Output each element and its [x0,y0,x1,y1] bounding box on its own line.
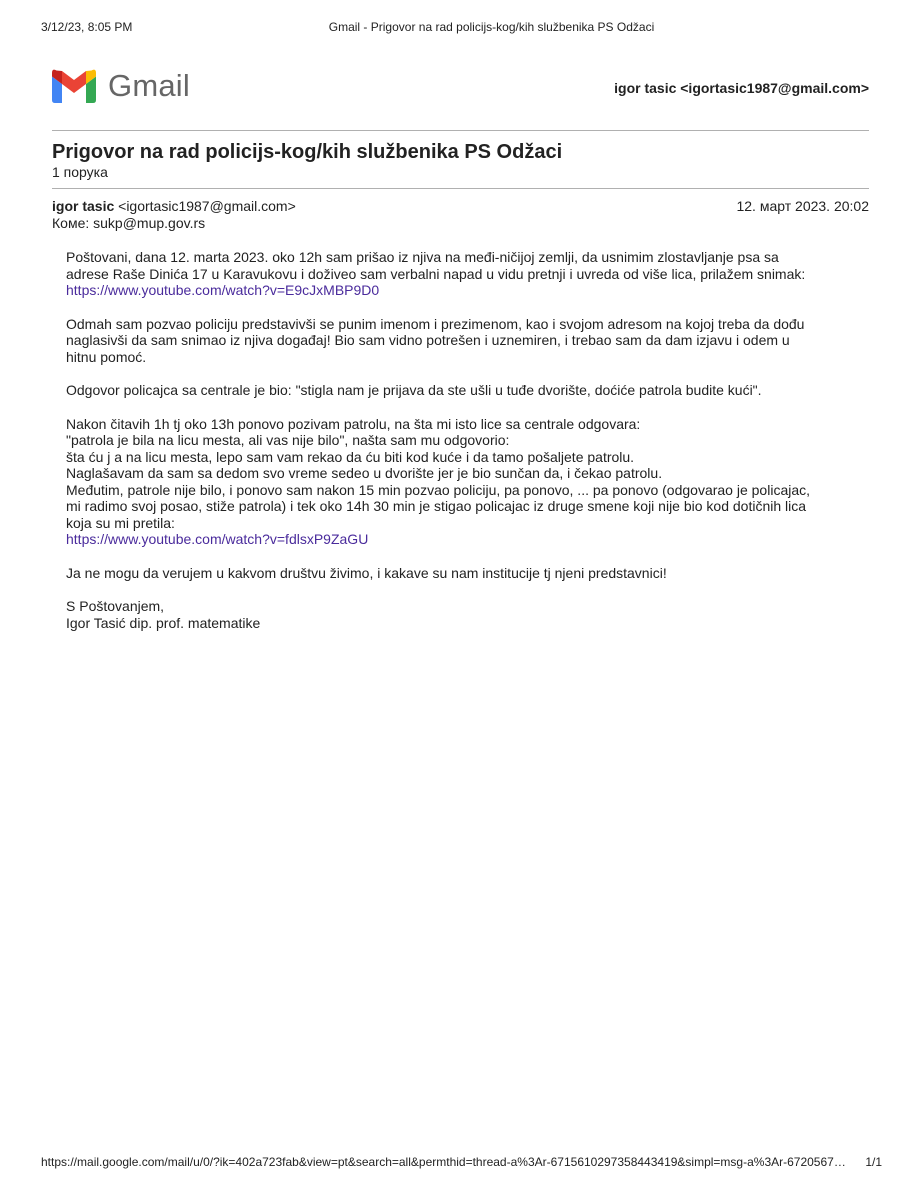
print-header [41,20,882,36]
paragraph: Poštovani, dana 12. marta 2023. oko 12h sam prišao iz njiva na međi-ničijoj zemlji, da usnimim zlostavljanje psa sa adrese Raše Dinića 17 u Karavukovu i doživeo sam verbalni napad u vidu pretnji i uvreda od više lica, prilažem snimak: https://www.youtube.com/watch?v=E9cJxMBP9D0 [66,249,866,299]
video-link-2[interactable]: https://www.youtube.com/watch?v=fdlsxP9ZaGU [66,531,369,547]
sender [52,198,296,214]
paragraph: Ja ne mogu da verujem u kakvom društvu živimo, i kakave su nam institucije tj njeni predstavnici! [66,564,667,581]
gmail-logo [52,68,190,104]
print-footer [41,1155,882,1171]
message-count: 1 порука [52,164,108,180]
sender-name: igor tasic [52,198,115,214]
divider [52,130,869,131]
message-date: 12. март 2023. 20:02 [736,198,869,214]
paragraph: Nakon čitavih 1h tj oko 13h ponovo pozivam patrolu, na šta mi isto lice sa centrale odgovara: "patrola je bila na licu mesta, ali vas nije bilo", našta sam mu odgovorio: šta ću j a na licu mesta, lepo sam vam rekao da ću biti kod kuće i da tamo pošaljete patrolu. Naglašavam da sam sa dedom svo vreme sedeo u dvorište jer je bio sunčan da, i čekao patrolu. Međutim, patrole nije bilo, i ponovo sam nakon 15 min pozvao policiju, pa ponovo, ... pa ponovo (odgovarao je policajac, mi radimo svoj posao, stiže patrola) i tek oko 14h 30 min je stigao policajac iz druge smene koji nije bio kod dotičnih lica koja su mi pretila: https://www.youtube.com/watch?v=fdlsxP9ZaGU [66,416,866,548]
message-body [66,249,866,648]
gmail-m-icon [52,69,96,103]
recipient: Коме: sukp@mup.gov.rs [52,215,206,231]
video-link-1[interactable]: https://www.youtube.com/watch?v=E9cJxMBP9D0 [66,282,380,298]
account-identity: igor tasic <igortasic1987@gmail.com> [614,80,869,96]
page-number: 1/1 [865,1155,882,1169]
thread-subject: Prigovor na rad policijs-kog/kih službenika PS Odžaci [52,141,563,163]
signature: S Poštovanjem, Igor Tasić dip. prof. matematike [66,598,261,631]
paragraph: Odgovor policajca sa centrale je bio: "stigla nam je prijava da ste ušli u tuđe dvorište, doćiće patrola budite kući". [66,382,762,398]
print-datetime: 3/12/23, 8:05 PM [41,20,133,34]
gmail-wordmark: Gmail [108,68,190,103]
divider [52,188,869,189]
print-url: https://mail.google.com/mail/u/0/?ik=402a723fab&view=pt&search=all&permthid=thread-a%3Ar-6715610297358443419&simpl=msg-a%3Ar-6720567… [41,1155,846,1169]
print-title: Gmail - Prigovor na rad policijs-kog/kih službenika PS Odžaci [328,20,655,34]
paragraph: Odmah sam pozvao policiju predstavivši se punim imenom i prezimenom, kao i svojom adresom na kojoj treba da dođu naglasivši da sam snimao iz njiva događaj! Bio sam vidno potrešen i uznemiren, i trebao sam da dam izjavu i odem u hitnu pomoć. [66,315,805,365]
sender-email: <igortasic1987@gmail.com> [118,198,296,214]
